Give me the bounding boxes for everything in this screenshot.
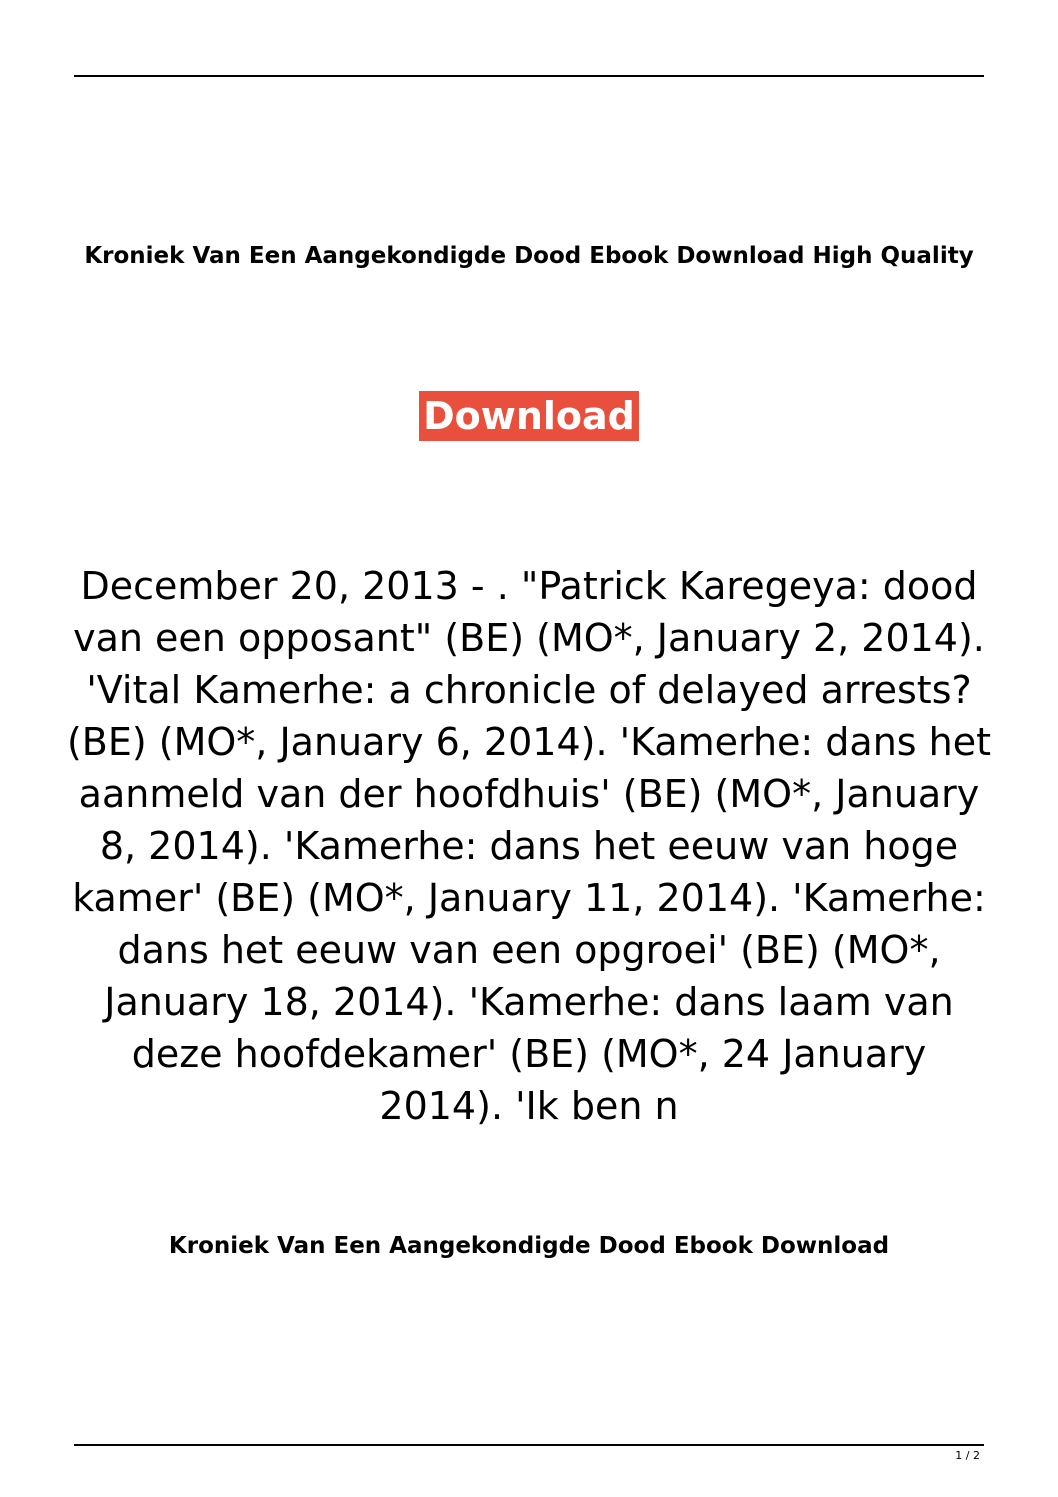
download-container <box>0 391 1058 441</box>
top-divider <box>74 75 984 77</box>
body-text: December 20, 2013 - . "Patrick Karegeya: dood van een opposant" (BE) (MO*, January 2, 2014). 'Vital Kamerhe: a chronicle of delayed arrests? (BE) (MO*, January 6, 2014). 'Kamerhe: dans het aanmeld van der hoofdhuis' (BE) (MO*, January 8, 2014). 'Kamerhe: dans het eeuw van hoge kamer' (BE) (MO*, January 11, 2014). 'Kamerhe: dans het eeuw van een opgroei' (BE) (MO*, January 18, 2014). 'Kamerhe: dans laam van deze hoofdekamer' (BE) (MO*, 24 January 2014). 'Ik ben n <box>66 564 992 1128</box>
page-number: 1 / 2 <box>955 1449 980 1462</box>
bottom-divider <box>74 1444 984 1446</box>
document-title: Kroniek Van Een Aangekondigde Dood Ebook Download High Quality <box>84 243 974 269</box>
document-subtitle: Kroniek Van Een Aangekondigde Dood Ebook Download <box>168 1233 890 1259</box>
download-button[interactable]: Download <box>419 391 639 441</box>
